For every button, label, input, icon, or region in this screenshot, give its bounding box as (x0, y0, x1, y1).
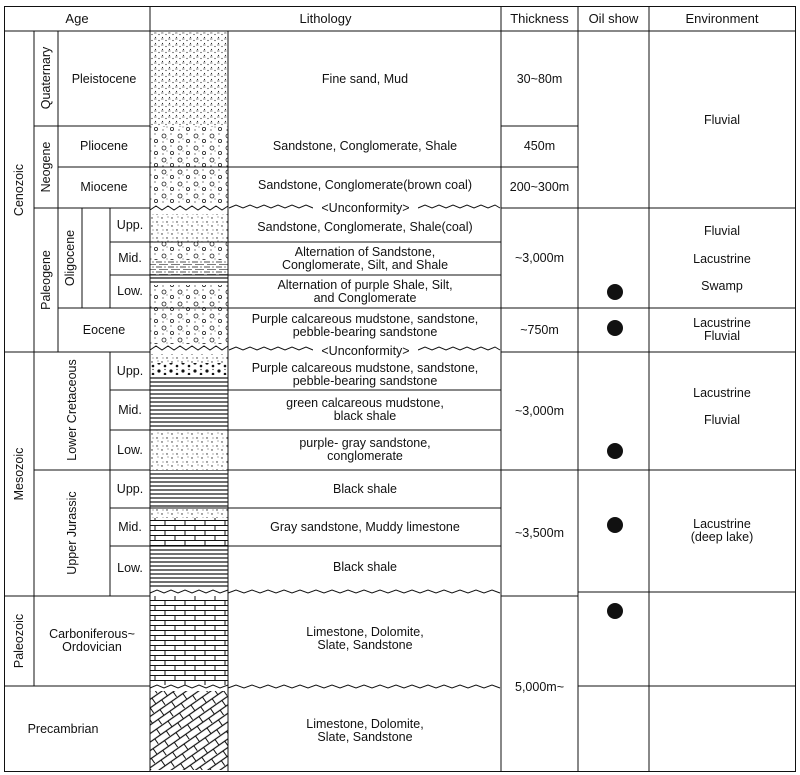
environment-neogene-quaternary: Fluvial (703, 112, 741, 127)
oil-show-dot-eocene (607, 320, 623, 336)
thickness-oligocene: ~3,000m (515, 250, 564, 265)
header-thickness: Thickness (510, 11, 569, 26)
lithology-carboniferous-ordovician: Limestone, Dolomite, Slate, Sandstone (306, 625, 424, 652)
subdiv-jurassic-low: Low. (117, 560, 143, 575)
lithology-precambrian: Limestone, Dolomite, Slate, Sandstone (306, 717, 424, 744)
oil-show-dot-carboniferous-ordovician (607, 603, 623, 619)
thickness-eocene: ~750m (520, 322, 559, 337)
environment-oligocene-low: Swamp (701, 278, 743, 293)
epoch-pleistocene: Pleistocene (71, 71, 137, 86)
subdiv-oligocene-low: Low. (117, 284, 143, 298)
thickness-miocene: 200~300m (509, 180, 570, 194)
epoch-oligocene: Oligocene (62, 229, 77, 287)
environment-eocene: Lacustrine Fluvial (693, 316, 751, 343)
lithology-cretaceous-upp: Purple calcareous mudstone, sandstone, pebble-bearing sandstone (251, 360, 479, 388)
epoch-eocene: Eocene (82, 322, 126, 337)
thickness-pliocene: 450m (523, 139, 556, 153)
lithology-oligocene-low: Alternation of purple Shale, Silt, and Conglomerate (277, 277, 453, 305)
unconformity-label-upper: <Unconformity> (313, 200, 418, 216)
period-neogene: Neogene (38, 141, 53, 193)
lithology-eocene: Purple calcareous mudstone, sandstone, pebble-bearing sandstone (251, 312, 479, 339)
environment-oligocene-upp: Fluvial (703, 223, 741, 238)
lithology-pleistocene: Fine sand, Mud (321, 71, 409, 86)
subdiv-jurassic-mid: Mid. (118, 519, 142, 534)
lithology-oligocene-mid: Alternation of Sandstone, Conglomerate, Silt, and Shale (281, 244, 449, 272)
era-cenozoic: Cenozoic (11, 163, 26, 217)
header-lithology: Lithology (299, 11, 352, 26)
era-mesozoic: Mesozoic (11, 447, 26, 501)
thickness-pleistocene: 30~80m (516, 71, 563, 86)
lithology-cretaceous-mid: green calcareous mudstone, black shale (286, 396, 444, 423)
period-quaternary: Quaternary (38, 46, 53, 110)
epoch-carboniferous-ordovician: Carboniferous~ Ordovician (49, 627, 135, 654)
period-paleogene: Paleogene (38, 250, 53, 310)
unconformity-label-lower: <Unconformity> (313, 343, 418, 359)
lithology-oligocene-upp: Sandstone, Conglomerate, Shale(coal) (257, 219, 473, 234)
header-environment: Environment (685, 11, 759, 26)
subdiv-cretaceous-low: Low. (117, 442, 143, 457)
header-age: Age (65, 11, 89, 26)
lithology-jurassic-mid: Gray sandstone, Muddy limestone (270, 519, 460, 534)
lithology-pattern-column (150, 32, 228, 770)
oil-show-dot-jurassic-mid (607, 517, 623, 533)
epoch-pliocene: Pliocene (80, 139, 128, 153)
subdiv-cretaceous-upp: Upp. (116, 363, 144, 378)
header-oil-show: Oil show (588, 11, 639, 26)
lithology-pliocene: Sandstone, Conglomerate, Shale (272, 139, 458, 153)
period-upper-jurassic: Upper Jurassic (64, 491, 79, 575)
lithology-jurassic-low: Black shale (333, 559, 397, 574)
environment-cretaceous-mid: Fluvial (703, 412, 741, 427)
lithology-miocene: Sandstone, Conglomerate(brown coal) (257, 177, 472, 192)
epoch-miocene: Miocene (80, 180, 128, 194)
period-lower-cretaceous: Lower Cretaceous (64, 359, 79, 461)
epoch-precambrian: Precambrian (27, 721, 99, 736)
subdiv-jurassic-upp: Upp. (116, 481, 144, 496)
oil-show-dot-oligocene-low (607, 284, 623, 300)
environment-cretaceous-upp: Lacustrine (693, 385, 751, 400)
environment-oligocene-mid: Lacustrine (693, 251, 751, 266)
environment-jurassic: Lacustrine (deep lake) (690, 517, 754, 544)
lithology-cretaceous-low: purple- gray sandstone, conglomerate (299, 436, 431, 463)
subdiv-cretaceous-mid: Mid. (118, 402, 142, 417)
subdiv-oligocene-upp: Upp. (116, 217, 144, 232)
lithology-jurassic-upp: Black shale (333, 481, 397, 496)
subdiv-oligocene-mid: Mid. (118, 251, 142, 265)
thickness-cretaceous: ~3,000m (515, 403, 564, 418)
oil-show-dot-cretaceous-low (607, 443, 623, 459)
thickness-paleozoic-precambrian: 5,000m~ (515, 679, 564, 694)
era-paleozoic: Paleozoic (11, 613, 26, 669)
thickness-jurassic: ~3,500m (515, 525, 564, 540)
